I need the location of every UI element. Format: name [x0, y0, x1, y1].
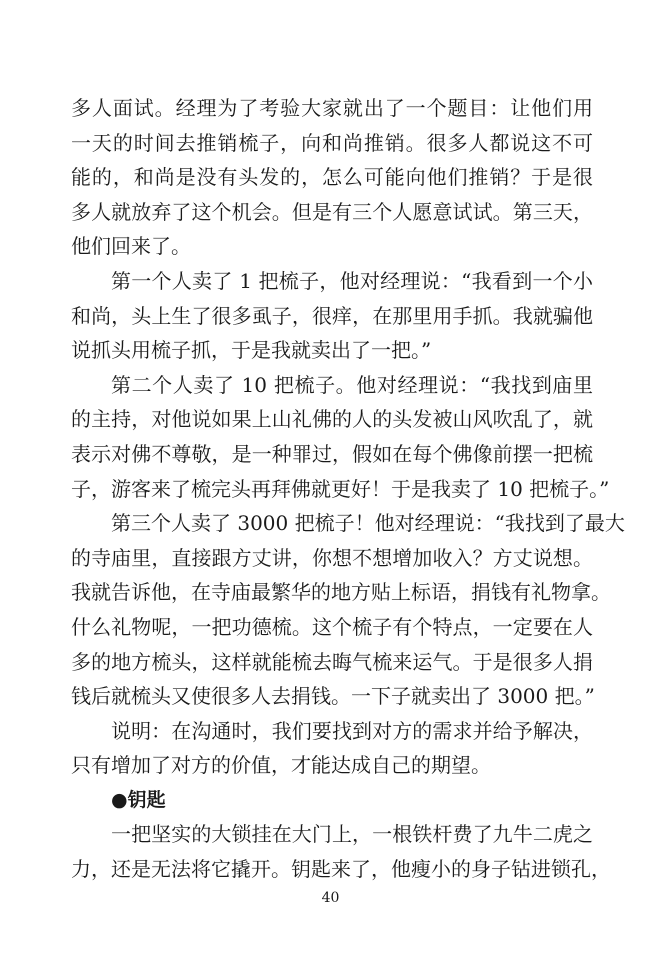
section-heading: ●钥匙	[111, 788, 166, 811]
text-line: 我就告诉他，在寺庙最繁华的地方贴上标语，捐钱有礼物拿。	[71, 580, 611, 605]
text-line: 钱后就梳头又使很多人去捐钱。一下子就卖出了 3000 把。”	[71, 684, 595, 709]
paragraph-first-line: 一把坚实的大锁挂在大门上，一根铁杆费了九牛二虎之	[111, 822, 593, 847]
text-line: 只有增加了对方的价值，才能达成自己的期望。	[71, 753, 491, 778]
page-number: 40	[321, 890, 340, 906]
text-line: 多人就放弃了这个机会。但是有三个人愿意试试。第三天，	[71, 199, 593, 224]
text-line: 子，游客来了梳完头再拜佛就更好！于是我卖了 10 把梳子。”	[71, 476, 610, 501]
paragraph-first-line: 说明：在沟通时，我们要找到对方的需求并给予解决，	[111, 718, 593, 743]
text-line: 说抓头用梳子抓，于是我就卖出了一把。”	[71, 338, 432, 363]
text-line: 能的，和尚是没有头发的，怎么可能向他们推销？于是很	[71, 165, 593, 190]
text-line: 他们回来了。	[71, 234, 191, 259]
text-line: 力，还是无法将它撬开。钥匙来了，他瘦小的身子钻进锁孔，	[71, 857, 611, 882]
body-text	[71, 91, 625, 887]
text-line: 多人面试。经理为了考验大家就出了一个题目：让他们用	[71, 96, 593, 120]
text-line: 什么礼物呢，一把功德梳。这个梳子有个特点，一定要在人	[71, 614, 593, 639]
text-line: 和尚，头上生了很多虱子，很痒，在那里用手抓。我就骗他	[71, 303, 593, 328]
paragraph-first-line: 第一个人卖了 1 把梳子，他对经理说：“我看到一个小	[111, 268, 593, 293]
text-line: 一天的时间去推销梳子，向和尚推销。很多人都说这不可	[71, 130, 593, 155]
text-line: 的寺庙里，直接跟方丈讲，你想不想增加收入？方丈说想。	[71, 545, 593, 570]
text-line: 表示对佛不尊敬，是一种罪过，假如在每个佛像前摆一把梳	[71, 441, 593, 466]
paragraph-first-line: 第三个人卖了 3000 把梳子！他对经理说：“我找到了最大	[111, 511, 625, 536]
text-line: 多的地方梳头，这样就能梳去晦气梳来运气。于是很多人捐	[71, 649, 593, 674]
text-line: 的主持，对他说如果上山礼佛的人的头发被山风吹乱了，就	[71, 407, 593, 432]
paragraph-first-line: 第二个人卖了 10 把梳子。他对经理说：“我找到庙里	[111, 372, 593, 397]
